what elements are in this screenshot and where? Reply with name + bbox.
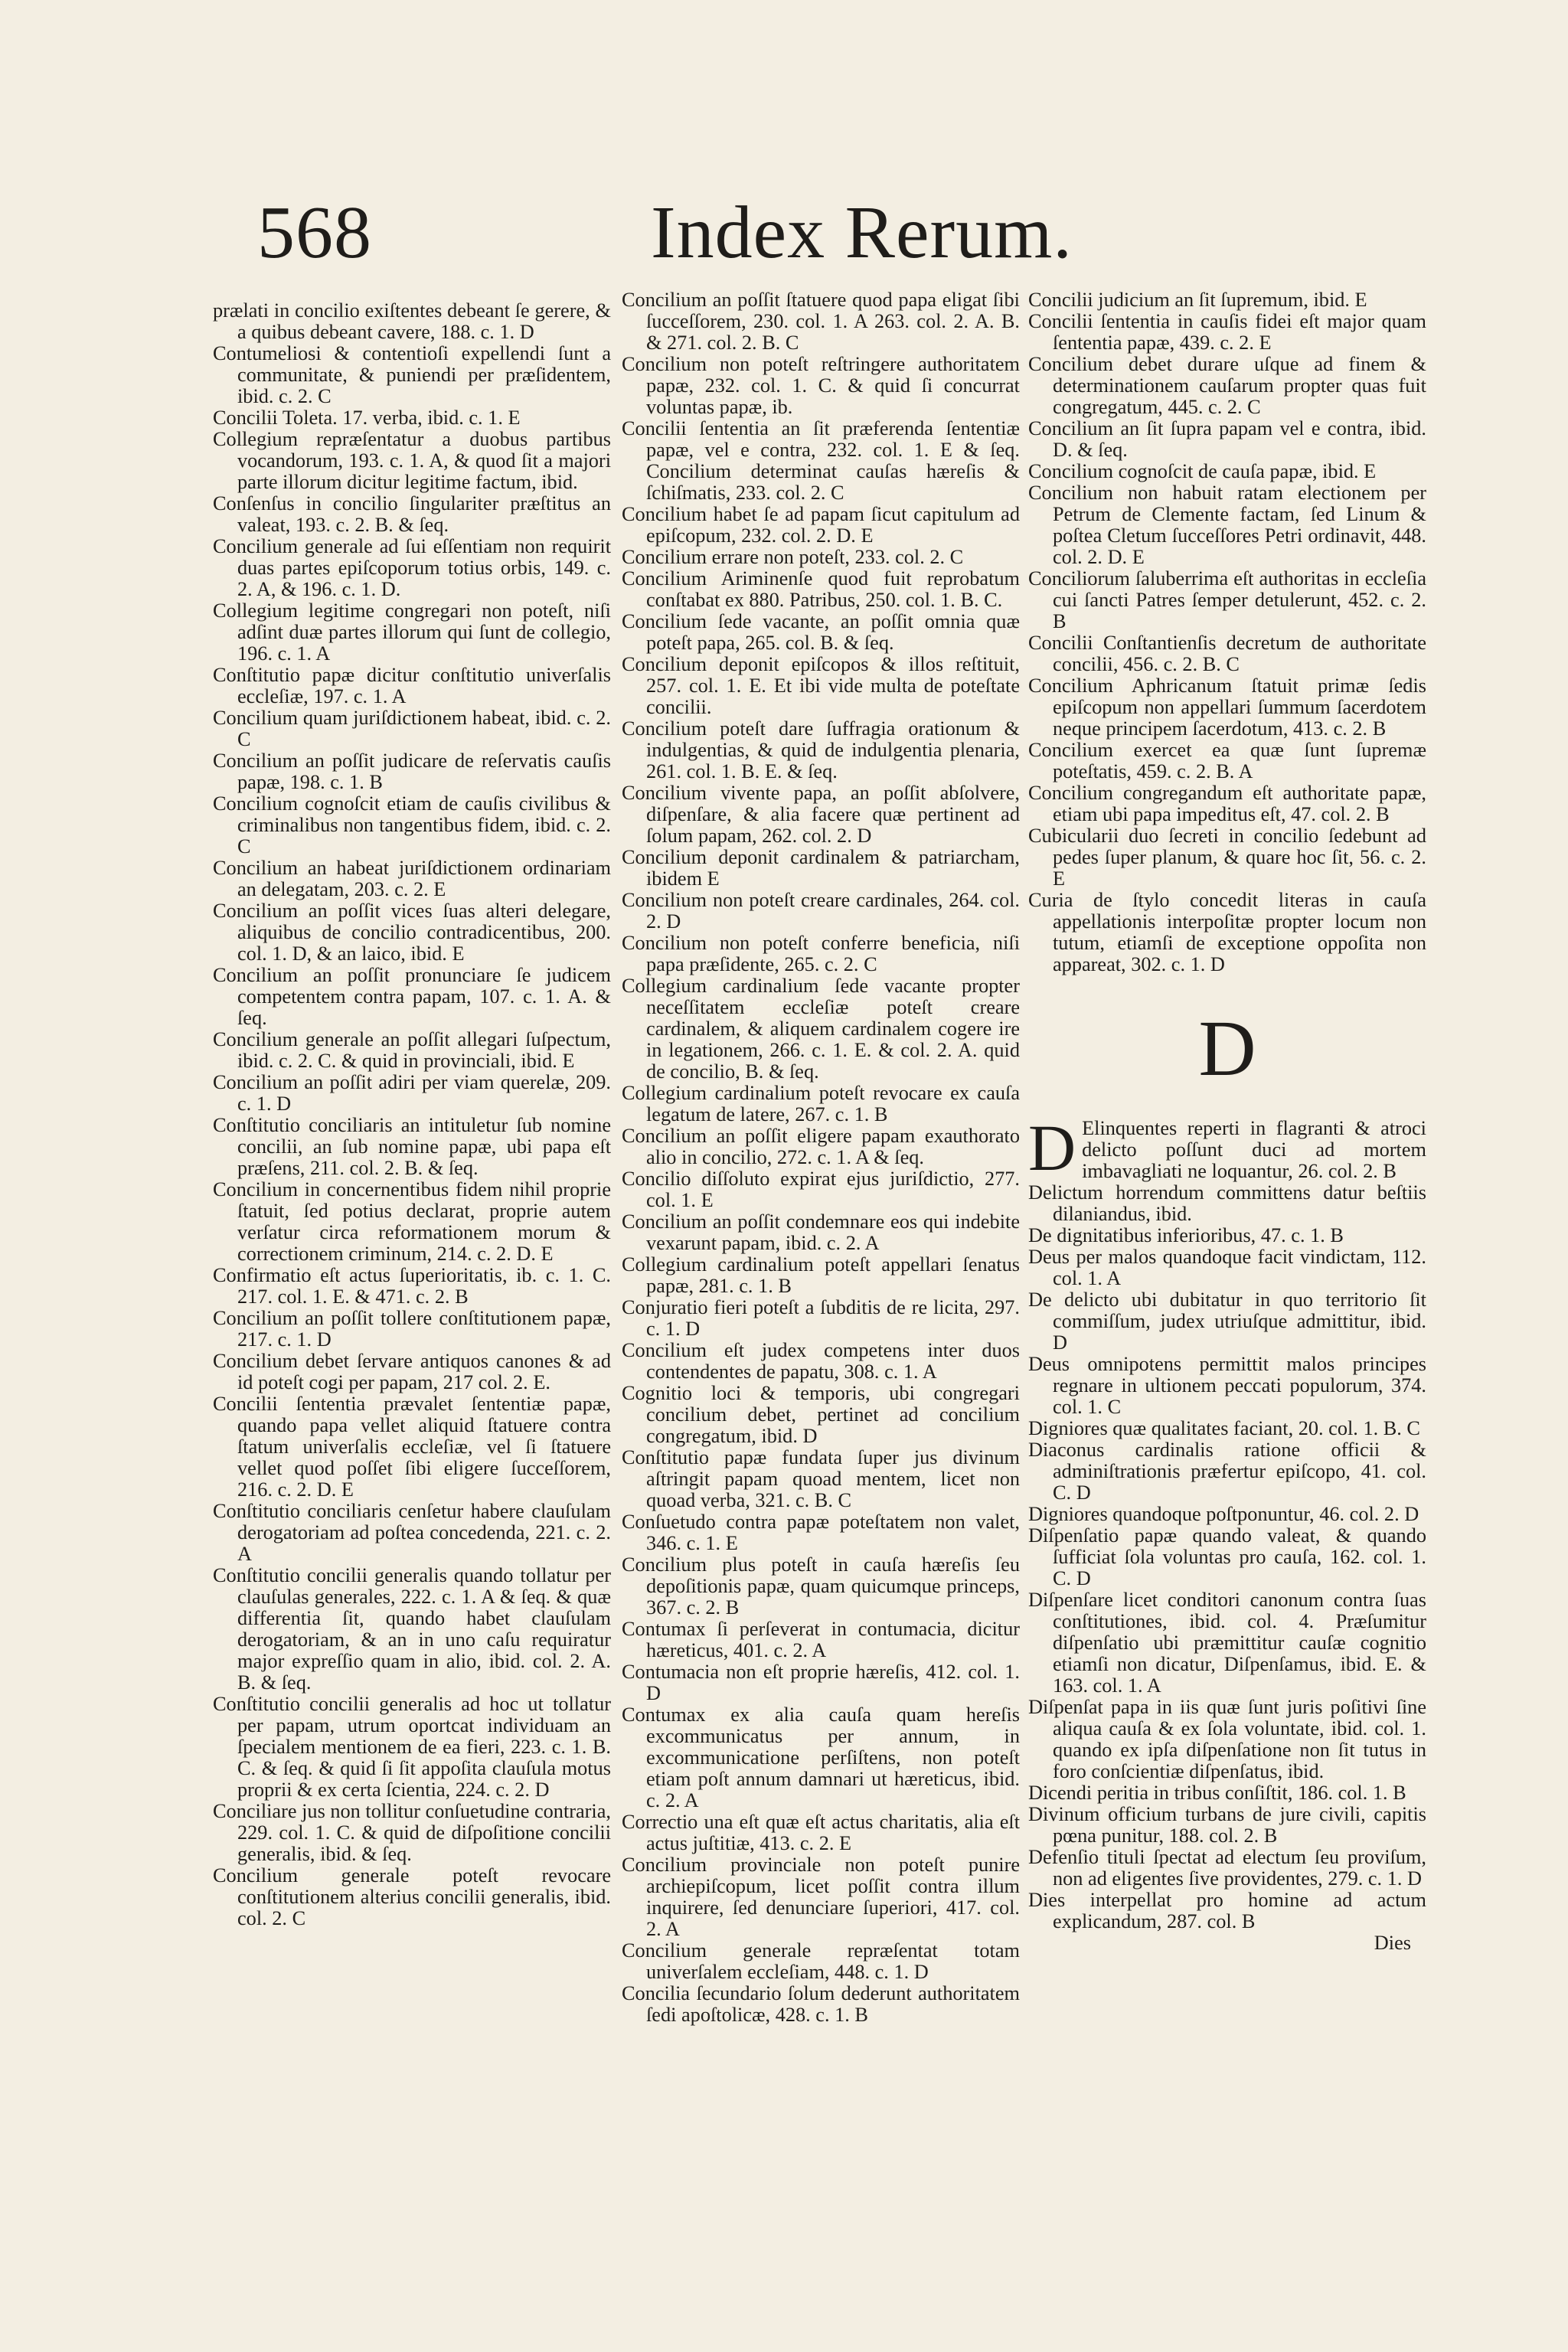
index-entry: Conſtitutio papæ dicitur conſtitutio univerſalis eccleſiæ, 197. c. 1. A bbox=[213, 664, 611, 707]
index-entry: Diſpenſare licet conditori canonum contra ſuas conſtitutiones, ibid. col. 4. Præſumitur diſpenſatio ubi præmittitur cauſæ cognitio etiamſi non dicatur, Diſpenſamus, ibid. E. & 163. col. 1. A bbox=[1028, 1589, 1426, 1697]
index-entry: Defenſio tituli ſpectat ad electum ſeu proviſum, non ad eligentes ſive providentes, 279. c. 1. D bbox=[1028, 1846, 1426, 1890]
index-column-3 bbox=[1028, 289, 1426, 1954]
index-entry: Digniores quandoque poſtponuntur, 46. col. 2. D bbox=[1028, 1503, 1419, 1525]
index-entry: Concilium non habuit ratam electionem per Petrum de Clemente factam, ſed Linum & poſtea Cletum ſucceſſores Petri ordinavit, 448. col. 2. D. E bbox=[1028, 482, 1426, 568]
index-entry: Concilium cognoſcit etiam de cauſis civilibus & criminalibus non tangentibus fidem, ibid. c. 2. C bbox=[213, 792, 611, 858]
index-entry: Conciliorum ſaluberrima eſt authoritas in eccleſia cui ſancti Patres ſemper detulerunt, 452. c. 2. B bbox=[1028, 567, 1426, 632]
index-entry: Concilium poteſt dare ſuffragia orationum & indulgentias, & quid de indulgentia plenaria, 261. col. 1. B. E. & ſeq. bbox=[622, 717, 1020, 782]
index-entry: Correctio una eſt quæ eſt actus charitatis, alia eſt actus juſtitiæ, 413. c. 2. E bbox=[622, 1811, 1020, 1854]
index-entry: Concilium congregandum eſt authoritate papæ, etiam ubi papa impeditus eſt, 47. col. 2. B bbox=[1028, 782, 1426, 825]
index-entry: Concilii ſententia prævalet ſententiæ papæ, quando papa vellet aliquid ſtatuere contra ſtatum univerſalis eccleſiæ, vel ſi ſtatuere vellet quod poſſet ſibi eligere ſucceſſorem, 216. c. 2. D. E bbox=[213, 1393, 611, 1501]
index-entry: Conſtitutio conciliaris an intituletur ſub nomine concilii, an ſub nomine papæ, ubi papa eſt præſens, 211. col. 2. B. & ſeq. bbox=[213, 1114, 611, 1179]
index-entry: Collegium legitime congregari non poteſt, niſi adſint duæ partes illorum qui ſunt de collegio, 196. c. 1. A bbox=[213, 599, 611, 665]
index-entry: Concilii ſententia an ſit præferenda ſententiæ papæ, vel e contra, 232. col. 1. E & ſeq. Concilium determinat cauſas hæreſis & ſchiſmatis, 233. col. 2. C bbox=[622, 417, 1020, 504]
section-letter: D bbox=[1198, 1004, 1256, 1093]
index-entry: Contumax ſi perſeverat in contumacia, dicitur hæreticus, 401. c. 2. A bbox=[622, 1618, 1020, 1661]
index-entry: Collegium cardinalium poteſt revocare ex cauſa legatum de latere, 267. c. 1. B bbox=[622, 1082, 1020, 1125]
index-column-2 bbox=[622, 289, 1020, 2026]
index-entry: Concilium ſede vacante, an poſſit omnia quæ poteſt papa, 265. col. B. & ſeq. bbox=[622, 610, 1020, 654]
index-entry: Contumacia non eſt proprie hæreſis, 412. col. 1. D bbox=[622, 1661, 1020, 1704]
index-entry: Dies interpellat pro homine ad actum explicandum, 287. col. B bbox=[1028, 1889, 1426, 1932]
index-entry: Concilium an habeat juriſdictionem ordinariam an delegatam, 203. c. 2. E bbox=[213, 857, 611, 900]
index-entry: Concilium generale ad ſui eſſentiam non requirit duas partes epiſcoporum totius orbis, 149. c. 2. A, & 196. c. 1. D. bbox=[213, 535, 611, 600]
index-entry: Concilium non poteſt creare cardinales, 264. col. 2. D bbox=[622, 889, 1020, 933]
section-first-entry bbox=[1028, 1111, 1426, 1184]
index-entry: Concilium errare non poteſt, 233. col. 2. C bbox=[622, 546, 964, 568]
index-entry: Concilium in concernentibus fidem nihil proprie ſtatuit, ſed potius declarat, proprie autem verſatur circa reformationem morum & correctionem criminum, 214. c. 2. D. E bbox=[213, 1178, 611, 1265]
index-entry: Conſuetudo contra papæ poteſtatem non valet, 346. c. 1. E bbox=[622, 1511, 1020, 1554]
index-entry: Concilium debet ſervare antiquos canones & ad id poteſt cogi per papam, 217 col. 2. E. bbox=[213, 1350, 611, 1393]
index-entry: Concilium an poſſit judicare de reſervatis cauſis papæ, 198. c. 1. B bbox=[213, 750, 611, 793]
index-entry: Concilium deponit epiſcopos & illos reſtituit, 257. col. 1. E. Et ibi vide multa de poteſtate concilii. bbox=[622, 653, 1020, 718]
index-entry: Conſtitutio concilii generalis quando tollatur per clauſulas generales, 222. c. 1. A & ſeq. & quæ differentia ſit, quando habet clauſulam derogatoriam, & an in uno caſu requiratur major expreſſio quam in alio, ibid. col. 2. A. B. & ſeq. bbox=[213, 1564, 611, 1694]
index-entry: Delictum horrendum committens datur beſtiis dilaniandus, ibid. bbox=[1028, 1181, 1426, 1225]
drop-cap: D bbox=[1028, 1111, 1076, 1184]
index-entry: Concilium habet ſe ad papam ſicut capitulum ad epiſcopum, 232. col. 2. D. E bbox=[622, 503, 1020, 547]
index-entry: Concilium non poteſt reſtringere authoritatem papæ, 232. col. 1. C. & quid ſi concurrat voluntas papæ, ib. bbox=[622, 353, 1020, 418]
index-entry: Concilium generale poteſt revocare conſtitutionem alterius concilii generalis, ibid. col. 2. C bbox=[213, 1864, 611, 1929]
index-entry: Concilium exercet ea quæ ſunt ſupremæ poteſtatis, 459. c. 2. B. A bbox=[1028, 739, 1426, 782]
index-entry: De delicto ubi dubitatur in quo territorio ſit commiſſum, judex utriuſque admittitur, ibid. D bbox=[1028, 1289, 1426, 1354]
index-entry: Confirmatio eſt actus ſuperioritatis, ib. c. 1. C. 217. col. 1. E. & 471. c. 2. B bbox=[213, 1264, 611, 1308]
index-entry: Concilium generale an poſſit allegari ſuſpectum, ibid. c. 2. C. & quid in provinciali, ibid. E bbox=[213, 1028, 611, 1072]
index-entry: Concilium an poſſit condemnare eos qui indebite vexarunt papam, ibid. c. 2. A bbox=[622, 1210, 1020, 1254]
index-entry: Concilium plus poteſt in cauſa hæreſis ſeu depoſitionis papæ, quam quicumque princeps, 367. c. 2. B bbox=[622, 1553, 1020, 1619]
index-entry: Conſtitutio conciliaris cenſetur habere clauſulam derogatoriam ad poſtea concedenda, 221. c. 2. A bbox=[213, 1500, 611, 1565]
index-entry: Concilium an poſſit pronunciare ſe judicem competentem contra papam, 107. c. 1. A. & ſeq. bbox=[213, 964, 611, 1029]
index-entry: Collegium cardinalium ſede vacante propter neceſſitatem eccleſiæ poteſt creare cardinalem, & aliquem cardinalem cogere ire in legationem, 266. c. 1. E. & col. 2. A. quid de concilio, B. & ſeq. bbox=[622, 975, 1020, 1083]
index-entry: Concilium Ariminenſe quod fuit reprobatum conſtabat ex 880. Patribus, 250. col. 1. B. C. bbox=[622, 567, 1020, 611]
index-entry: Collegium cardinalium poteſt appellari ſenatus papæ, 281. c. 1. B bbox=[622, 1253, 1020, 1297]
index-entry: Deus omnipotens permittit malos principes regnare in ultionem peccati populorum, 374. col. 1. C bbox=[1028, 1353, 1426, 1418]
index-entry: Concilio diſſoluto expirat ejus juriſdictio, 277. col. 1. E bbox=[622, 1168, 1020, 1211]
index-entry: Concilium Aphricanum ſtatuit primæ ſedis epiſcopum non appellari ſummum ſacerdotem neque principem ſacerdotum, 413. c. 2. B bbox=[1028, 675, 1426, 740]
index-entry: Conſenſus in concilio ſingulariter præſtitus an valeat, 193. c. 2. B. & ſeq. bbox=[213, 492, 611, 536]
index-entry: Concilium vivente papa, an poſſit abſolvere, diſpenſare, & alia facere quæ pertinent ad ſolum papam, 262. col. 2. D bbox=[622, 782, 1020, 847]
page-number: 568 bbox=[257, 191, 372, 274]
index-entry: Concilium an poſſit ſtatuere quod papa eligat ſibi ſucceſſorem, 230. col. 1. A 263. col. 2. A. B. & 271. col. 2. B. C bbox=[622, 289, 1020, 354]
index-entry: Cognitio loci & temporis, ubi congregari concilium debet, pertinet ad concilium congregatum, ibid. D bbox=[622, 1382, 1020, 1447]
catchword: Dies bbox=[1374, 1932, 1411, 1954]
index-entry: Concilium an poſſit eligere papam exauthorato alio in concilio, 272. c. 1. A & ſeq. bbox=[622, 1125, 1020, 1168]
index-entry: Diſpenſatio papæ quando valeat, & quando ſufficiat ſola voluntas pro cauſa, 162. col. 1. C. D bbox=[1028, 1524, 1426, 1589]
index-column-1 bbox=[213, 300, 611, 1929]
index-entry: Concilium cognoſcit de cauſa papæ, ibid. E bbox=[1028, 460, 1377, 482]
index-entry: Concilii ſententia in cauſis fidei eſt major quam ſententia papæ, 439. c. 2. E bbox=[1028, 310, 1426, 354]
index-entry: Concilii Toleta. 17. verba, ibid. c. 1. E bbox=[213, 407, 521, 429]
index-entry: Conciliare jus non tollitur conſuetudine contraria, 229. col. 1. C. & quid de diſpoſitione concilii generalis, ibid. & ſeq. bbox=[213, 1800, 611, 1865]
index-entry: Concilii Conſtantienſis decretum de authoritate concilii, 456. c. 2. B. C bbox=[1028, 632, 1426, 675]
index-entry: Contumeliosi & contentioſi expellendi ſunt a communitate, & puniendi per præſidentem, ibid. c. 2. C bbox=[213, 342, 611, 407]
index-entry: Concilium provinciale non poteſt punire archiepiſcopum, licet poſſit contra illum inquirere, ſed denunciare ſuperiori, 417. col. 2. A bbox=[622, 1854, 1020, 1940]
index-entry: Concilium non poteſt conferre beneficia, niſi papa præſidente, 265. c. 2. C bbox=[622, 932, 1020, 975]
index-entry: Concilium debet durare uſque ad finem & determinationem cauſarum propter quas fuit congregatum, 445. c. 2. C bbox=[1028, 353, 1426, 418]
index-entry: prælati in concilio exiſtentes debeant ſe gerere, & a quibus debeant cavere, 188. c. 1. D bbox=[213, 299, 611, 343]
page-title: Index Rerum. bbox=[651, 191, 1073, 274]
index-entry: Diſpenſat papa in iis quæ ſunt juris poſitivi ſine aliqua cauſa & ex ſola voluntate, ibid. col. 1. quando ex ipſa diſpenſatione non ſit tutus in foro conſcientiæ diſpenſatus, ibid. bbox=[1028, 1696, 1426, 1782]
index-entry: Concilia ſecundario ſolum dederunt authoritatem ſedi apoſtolicæ, 428. c. 1. B bbox=[622, 1982, 1020, 2026]
index-entry: Concilium generale repræſentat totam univerſalem eccleſiam, 448. c. 1. D bbox=[622, 1939, 1020, 1983]
index-entry: Digniores quæ qualitates faciant, 20. col. 1. B. C bbox=[1028, 1417, 1420, 1439]
index-entry: Contumax ex alia cauſa quam hereſis excommunicatus per annum, in excommunicatione perſiſtens, non poteſt etiam poſt annum damnari ut hæreticus, ibid. c. 2. A bbox=[622, 1704, 1020, 1811]
index-entry: Conſtitutio papæ fundata ſuper jus divinum aſtringit papam quoad mentem, licet non quoad verba, 321. c. B. C bbox=[622, 1446, 1020, 1511]
index-entry: Cubicularii duo ſecreti in concilio ſedebunt ad pedes ſuper planum, & quare hoc ſit, 56. c. 2. E bbox=[1028, 825, 1426, 890]
first-entry-text: Elinquentes reperti in flagranti & atroci delicto poſſunt duci ad mortem imbavagliati ne loquantur, 26. col. 2. B bbox=[1082, 1117, 1426, 1182]
index-entry: Deus per malos quandoque facit vindictam, 112. col. 1. A bbox=[1028, 1246, 1426, 1289]
index-entry: Concilii judicium an ſit ſupremum, ibid. E bbox=[1028, 289, 1367, 311]
index-entry: Dicendi peritia in tribus conſiſtit, 186. col. 1. B bbox=[1028, 1782, 1406, 1804]
index-entry: Concilium an poſſit tollere conſtitutionem papæ, 217. c. 1. D bbox=[213, 1307, 611, 1351]
index-entry: Diaconus cardinalis ratione officii & adminiſtrationis præfertur epiſcopo, 41. col. C. D bbox=[1028, 1439, 1426, 1504]
index-entry: Concilium deponit cardinalem & patriarcham, ibidem E bbox=[622, 846, 1020, 890]
index-entry: Curia de ſtylo concedit literas in cauſa appellationis interpoſitæ propter locum non tutum, etiamſi de exceptione oppoſita non appareat, 302. c. 1. D bbox=[1028, 889, 1426, 975]
index-entry: Concilium quam juriſdictionem habeat, ibid. c. 2. C bbox=[213, 707, 611, 750]
index-entry: Concilium an poſſit adiri per viam querelæ, 209. c. 1. D bbox=[213, 1071, 611, 1115]
index-entry: Conjuratio fieri poteſt a ſubditis de re licita, 297. c. 1. D bbox=[622, 1296, 1020, 1340]
index-entry: De dignitatibus inferioribus, 47. c. 1. B bbox=[1028, 1224, 1344, 1246]
index-entry: Concilium an poſſit vices ſuas alteri delegare, aliquibus de concilio contradicentibus, 200. col. 1. D, & an laico, ibid. E bbox=[213, 900, 611, 965]
index-entry: Divinum officium turbans de jure civili, capitis pœna punitur, 188. col. 2. B bbox=[1028, 1803, 1426, 1847]
index-entry: Concilium eſt judex competens inter duos contendentes de papatu, 308. c. 1. A bbox=[622, 1339, 1020, 1383]
index-entry: Collegium repræſentatur a duobus partibus vocandorum, 193. c. 1. A, & quod ſit a majori parte illorum dicitur legitime factum, ibid. bbox=[213, 428, 611, 493]
index-entry: Conſtitutio concilii generalis ad hoc ut tollatur per papam, utrum oportcat individuam an ſpecialem mentionem de ea fieri, 223. c. 1. B. C. & ſeq. & quid ſi ſit appoſita clauſula motus proprii & ex certa ſcientia, 224. c. 2. D bbox=[213, 1693, 611, 1801]
index-entry: Concilium an ſit ſupra papam vel e contra, ibid. D. & ſeq. bbox=[1028, 417, 1426, 461]
